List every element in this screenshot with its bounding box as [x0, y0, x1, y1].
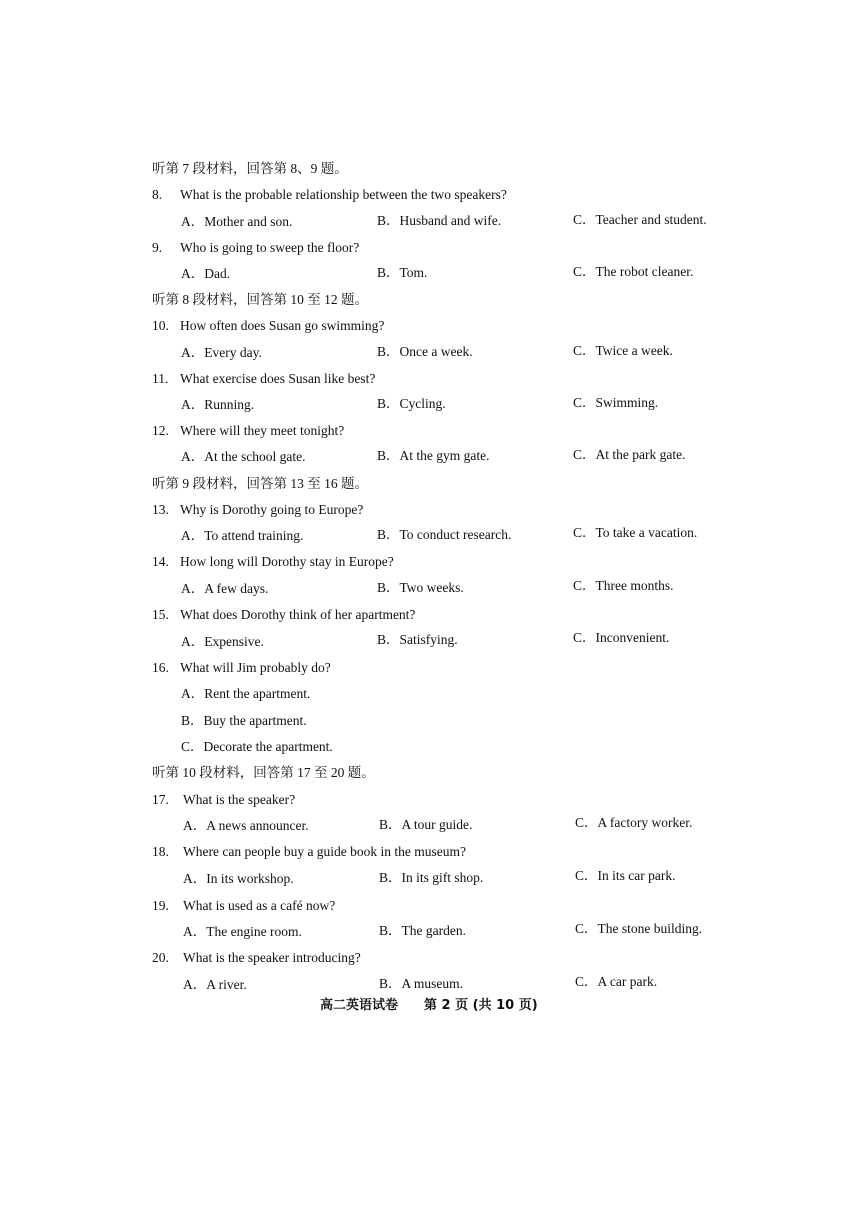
question-text: What is the probable relationship between the two speakers?	[180, 187, 507, 202]
option-a: A．At the school gate.	[181, 449, 306, 464]
question-12	[152, 422, 344, 440]
question-16	[152, 659, 331, 677]
section-heading: 听第 10 段材料，回答第 17 至 20 题。	[152, 765, 375, 780]
option-a: A．In its workshop.	[183, 871, 294, 886]
section-heading: 听第 9 段材料，回答第 13 至 16 题。	[152, 476, 368, 491]
option-c: C．Three months.	[573, 578, 674, 593]
option-b: B．A museum.	[379, 976, 464, 991]
section-heading: 听第 7 段材料，回答第 8、9 题。	[152, 161, 348, 176]
option-b: B．Two weeks.	[377, 580, 464, 595]
option-a: A．Running.	[181, 397, 255, 412]
question-text: What exercise does Susan like best?	[180, 371, 376, 386]
question-number: 19.	[152, 898, 169, 913]
question-number: 20.	[152, 950, 169, 965]
option-b: B．Buy the apartment.	[181, 713, 307, 728]
question-text: Where will they meet tonight?	[180, 423, 345, 438]
question-number: 9.	[152, 240, 163, 255]
question-number: 10.	[152, 318, 169, 333]
option-b: B．Tom.	[377, 265, 428, 280]
option-c: C．Inconvenient.	[573, 630, 670, 645]
section-heading: 听第 8 段材料，回答第 10 至 12 题。	[152, 292, 368, 307]
question-number: 15.	[152, 607, 169, 622]
question-text: How often does Susan go swimming?	[180, 318, 385, 333]
option-c: C．Twice a week.	[573, 343, 673, 358]
option-b: B．The garden.	[379, 923, 466, 938]
question-17	[152, 791, 295, 809]
question-text: Why is Dorothy going to Europe?	[180, 502, 364, 517]
option-a: A．Mother and son.	[181, 214, 293, 229]
option-a: A．A river.	[183, 977, 247, 992]
question-number: 8.	[152, 187, 163, 202]
option-c: C．To take a vacation.	[573, 525, 698, 540]
option-c: C．At the park gate.	[573, 447, 686, 462]
question-9	[152, 239, 359, 257]
question-number: 14.	[152, 554, 169, 569]
option-c: C．Swimming.	[573, 395, 659, 410]
question-text: How long will Dorothy stay in Europe?	[180, 554, 394, 569]
option-c: C．The robot cleaner.	[573, 264, 694, 279]
option-a: A．Every day.	[181, 345, 262, 360]
option-b: B．At the gym gate.	[377, 448, 490, 463]
option-c: C．A factory worker.	[575, 815, 693, 830]
question-15	[152, 606, 415, 624]
question-number: 12.	[152, 423, 169, 438]
option-b: B．In its gift shop.	[379, 870, 484, 885]
option-a: A．The engine room.	[183, 924, 302, 939]
option-c: C．Decorate the apartment.	[181, 739, 333, 754]
question-number: 17.	[152, 792, 169, 807]
option-c: C．Teacher and student.	[573, 212, 707, 227]
question-number: 11.	[152, 371, 169, 386]
option-b: B．Cycling.	[377, 396, 446, 411]
question-number: 13.	[152, 502, 169, 517]
option-c: C．A car park.	[575, 974, 658, 989]
question-20	[152, 949, 361, 967]
option-b: B．Husband and wife.	[377, 213, 502, 228]
option-c: C．The stone building.	[575, 921, 703, 936]
option-b: B．A tour guide.	[379, 817, 473, 832]
page-footer	[320, 997, 538, 1015]
question-text: Who is going to sweep the floor?	[180, 240, 360, 255]
option-b: B．To conduct research.	[377, 527, 512, 542]
option-a: A．Rent the apartment.	[181, 686, 311, 701]
question-text: What is used as a café now?	[183, 898, 336, 913]
option-a: A．A few days.	[181, 581, 269, 596]
question-19	[152, 897, 335, 915]
option-a: A．To attend training.	[181, 528, 304, 543]
question-text: What is the speaker introducing?	[183, 950, 361, 965]
question-text: Where can people buy a guide book in the museum?	[183, 844, 467, 859]
question-10	[152, 317, 384, 335]
question-18	[152, 843, 466, 861]
question-number: 16.	[152, 660, 169, 675]
footer-title: 高二英语试卷	[320, 998, 399, 1013]
question-14	[152, 553, 394, 571]
option-a: A．A news announcer.	[183, 818, 309, 833]
option-a: A．Expensive.	[181, 634, 264, 649]
question-11	[152, 370, 375, 388]
question-text: What is the speaker?	[183, 792, 296, 807]
question-text: What will Jim probably do?	[180, 660, 331, 675]
question-number: 18.	[152, 844, 169, 859]
option-b: B．Satisfying.	[377, 632, 458, 647]
option-c: C．In its car park.	[575, 868, 676, 883]
question-8	[152, 186, 507, 204]
option-a: A．Dad.	[181, 266, 231, 281]
footer-page-info: 第 2 页 (共 10 页)	[424, 998, 538, 1013]
question-text: What does Dorothy think of her apartment?	[180, 607, 416, 622]
option-b: B．Once a week.	[377, 344, 473, 359]
question-13	[152, 501, 363, 519]
